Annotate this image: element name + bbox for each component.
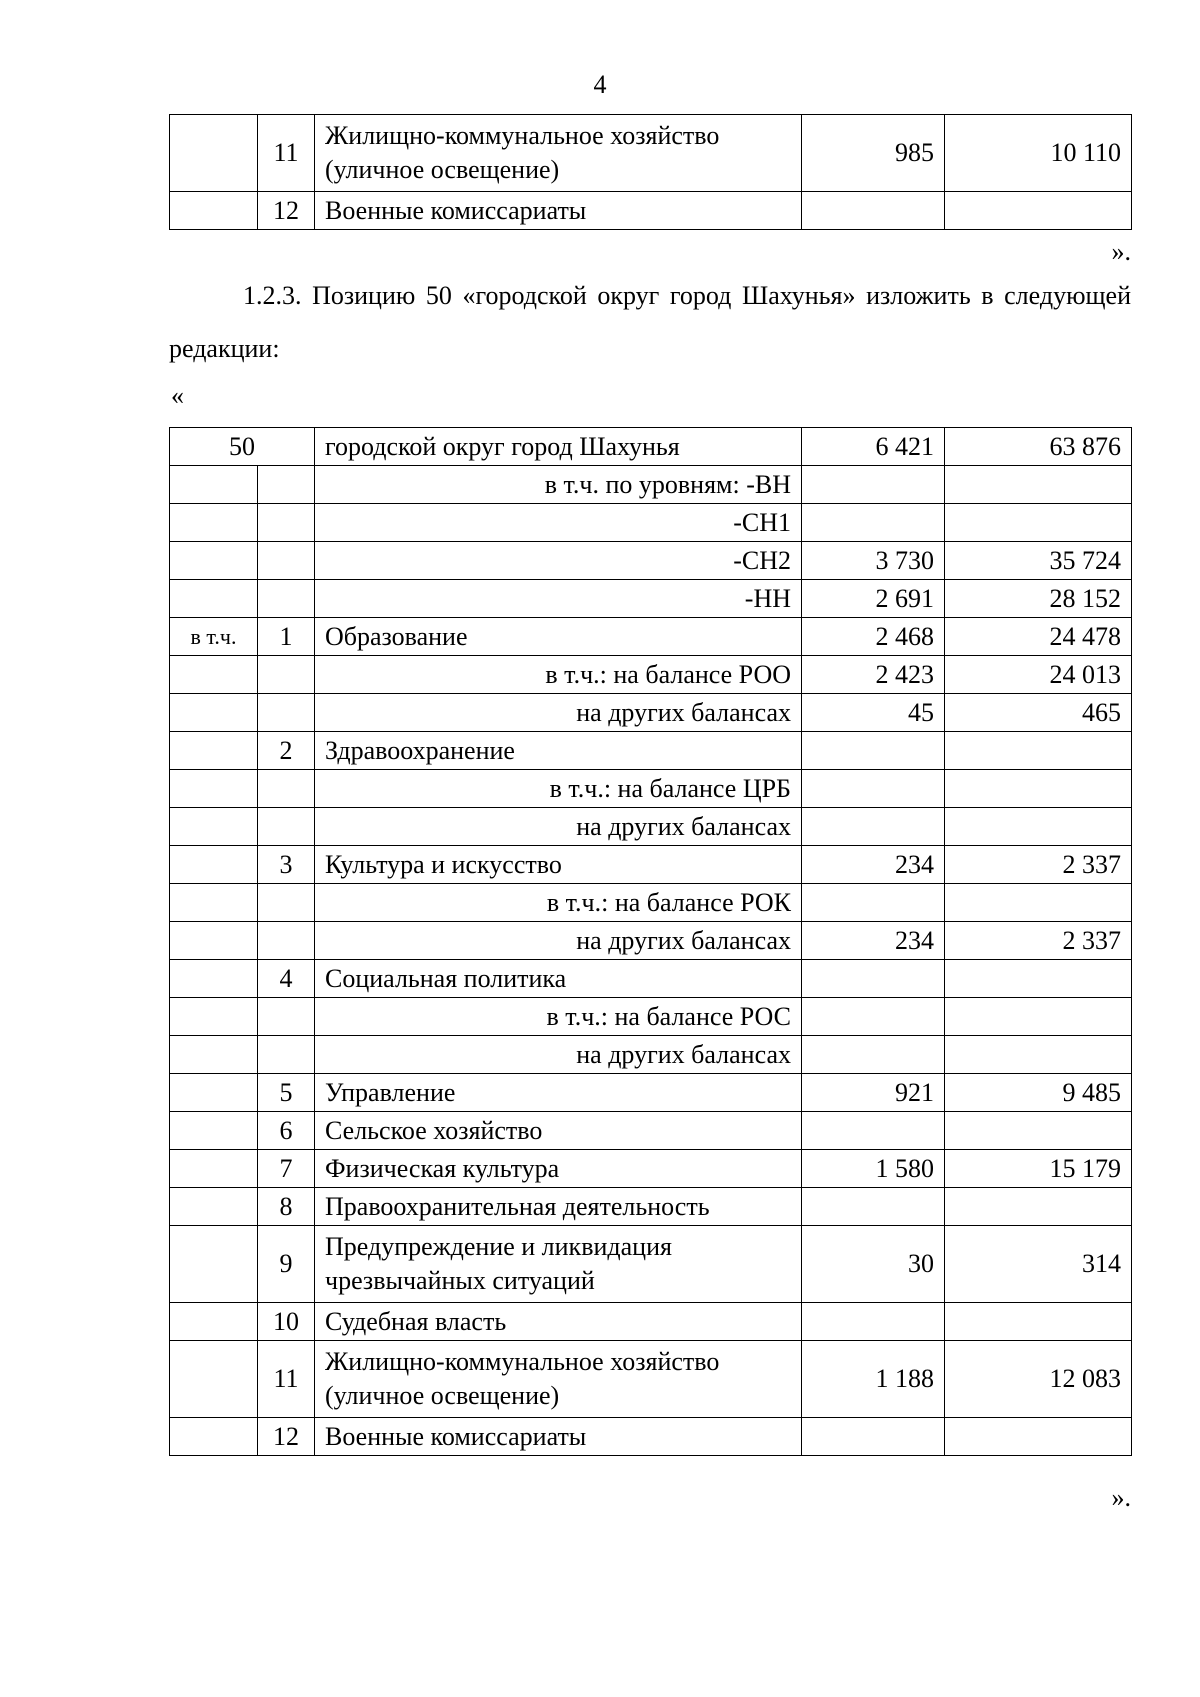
group-cell — [170, 1303, 258, 1341]
item-name-cell: в т.ч.: на балансе РОО — [315, 656, 802, 694]
value-1-cell: 2 691 — [802, 580, 945, 618]
table-row — [170, 618, 1132, 656]
value-1-cell — [802, 960, 945, 998]
group-cell — [170, 694, 258, 732]
value-1-cell — [802, 1418, 945, 1456]
value-2-cell: 28 152 — [945, 580, 1132, 618]
item-number-cell — [258, 884, 315, 922]
group-cell — [170, 192, 258, 230]
position-number-cell: 50 — [170, 428, 315, 466]
value-2-cell: 15 179 — [945, 1150, 1132, 1188]
value-2-cell — [945, 770, 1132, 808]
item-name-cell: Предупреждение и ликвидация чрезвычайных ситуаций — [315, 1226, 802, 1303]
group-cell — [170, 1150, 258, 1188]
item-number-cell — [258, 542, 315, 580]
item-number-cell: 6 — [258, 1112, 315, 1150]
item-number-cell: 12 — [258, 1418, 315, 1456]
table-row — [170, 656, 1132, 694]
table-row — [170, 580, 1132, 618]
table-row — [170, 998, 1132, 1036]
item-number-cell: 10 — [258, 1303, 315, 1341]
group-cell — [170, 884, 258, 922]
table-row — [170, 1150, 1132, 1188]
item-number-cell — [258, 770, 315, 808]
item-number-cell: 9 — [258, 1226, 315, 1303]
item-name-cell: Образование — [315, 618, 802, 656]
item-name-cell: -НН — [315, 580, 802, 618]
value-1-cell: 2 423 — [802, 656, 945, 694]
item-number-cell — [258, 922, 315, 960]
group-cell — [170, 115, 258, 192]
item-name-cell: Жилищно-коммунальное хозяйство (уличное освещение) — [315, 115, 802, 192]
municipality-name-cell: городской округ город Шахунья — [315, 428, 802, 466]
item-name-cell: -СН1 — [315, 504, 802, 542]
value-2-cell: 10 110 — [945, 115, 1132, 192]
value-1-cell — [802, 884, 945, 922]
item-number-cell — [258, 466, 315, 504]
value-2-cell — [945, 504, 1132, 542]
group-cell — [170, 542, 258, 580]
table-row — [170, 960, 1132, 998]
value-1-cell: 985 — [802, 115, 945, 192]
value-2-cell — [945, 884, 1132, 922]
value-1-cell: 45 — [802, 694, 945, 732]
item-number-cell: 11 — [258, 115, 315, 192]
value-1-cell: 1 580 — [802, 1150, 945, 1188]
value-2-cell — [945, 466, 1132, 504]
item-name-cell: Военные комиссариаты — [315, 192, 802, 230]
item-name-cell: в т.ч.: на балансе РОК — [315, 884, 802, 922]
table-row — [170, 1303, 1132, 1341]
item-number-cell — [258, 580, 315, 618]
table-row — [170, 808, 1132, 846]
item-number-cell: 2 — [258, 732, 315, 770]
group-cell — [170, 1036, 258, 1074]
table-row — [170, 770, 1132, 808]
item-name-cell: в т.ч.: на балансе ЦРБ — [315, 770, 802, 808]
value-1-cell: 2 468 — [802, 618, 945, 656]
value-2-cell — [945, 1303, 1132, 1341]
table-row — [170, 1188, 1132, 1226]
table-row — [170, 192, 1132, 230]
table-row — [170, 466, 1132, 504]
value-1-cell: 1 188 — [802, 1341, 945, 1418]
item-name-cell: в т.ч. по уровням: -ВН — [315, 466, 802, 504]
item-number-cell — [258, 656, 315, 694]
item-number-cell: 4 — [258, 960, 315, 998]
value-2-cell — [945, 1112, 1132, 1150]
table-row — [170, 1226, 1132, 1303]
value-2-cell: 63 876 — [945, 428, 1132, 466]
item-number-cell: 7 — [258, 1150, 315, 1188]
item-number-cell — [258, 1036, 315, 1074]
item-name-cell: Сельское хозяйство — [315, 1112, 802, 1150]
group-cell — [170, 504, 258, 542]
item-name-cell: Культура и искусство — [315, 846, 802, 884]
item-name-cell: Социальная политика — [315, 960, 802, 998]
item-number-cell: 8 — [258, 1188, 315, 1226]
item-number-cell — [258, 998, 315, 1036]
value-1-cell — [802, 808, 945, 846]
value-2-cell: 314 — [945, 1226, 1132, 1303]
table-row — [170, 1341, 1132, 1418]
table-row-header — [170, 428, 1132, 466]
table-row — [170, 504, 1132, 542]
item-name-cell: Военные комиссариаты — [315, 1418, 802, 1456]
item-name-cell: на других балансах — [315, 808, 802, 846]
value-2-cell — [945, 1418, 1132, 1456]
value-2-cell: 24 478 — [945, 618, 1132, 656]
table-row — [170, 1112, 1132, 1150]
position-50-table — [169, 427, 1132, 1456]
opening-quote: « — [171, 381, 184, 410]
closing-quote: ». — [1111, 1483, 1131, 1512]
amendment-paragraph — [169, 269, 1131, 375]
value-2-cell: 9 485 — [945, 1074, 1132, 1112]
item-number-cell: 3 — [258, 846, 315, 884]
item-name-cell: на других балансах — [315, 694, 802, 732]
value-2-cell: 12 083 — [945, 1341, 1132, 1418]
value-1-cell — [802, 770, 945, 808]
table-row — [170, 1074, 1132, 1112]
group-cell — [170, 808, 258, 846]
value-2-cell: 2 337 — [945, 846, 1132, 884]
item-name-cell: на других балансах — [315, 1036, 802, 1074]
value-2-cell — [945, 1188, 1132, 1226]
table-row — [170, 1036, 1132, 1074]
item-name-cell: Физическая культура — [315, 1150, 802, 1188]
value-1-cell — [802, 1188, 945, 1226]
table-row — [170, 542, 1132, 580]
value-1-cell — [802, 466, 945, 504]
value-1-cell: 30 — [802, 1226, 945, 1303]
group-cell — [170, 466, 258, 504]
group-cell — [170, 1112, 258, 1150]
value-2-cell: 24 013 — [945, 656, 1132, 694]
item-number-cell: 5 — [258, 1074, 315, 1112]
value-1-cell — [802, 504, 945, 542]
item-name-cell: -СН2 — [315, 542, 802, 580]
group-cell — [170, 1226, 258, 1303]
item-number-cell: 1 — [258, 618, 315, 656]
table-row — [170, 732, 1132, 770]
value-2-cell — [945, 998, 1132, 1036]
table-row — [170, 115, 1132, 192]
item-name-cell: Правоохранительная деятельность — [315, 1188, 802, 1226]
group-cell — [170, 770, 258, 808]
item-number-cell — [258, 694, 315, 732]
page-number: 4 — [593, 70, 607, 99]
item-name-cell: на других балансах — [315, 922, 802, 960]
value-1-cell — [802, 192, 945, 230]
value-1-cell: 234 — [802, 846, 945, 884]
value-2-cell — [945, 732, 1132, 770]
value-1-cell: 234 — [802, 922, 945, 960]
value-2-cell — [945, 960, 1132, 998]
value-2-cell: 2 337 — [945, 922, 1132, 960]
table-row — [170, 846, 1132, 884]
group-cell — [170, 1341, 258, 1418]
value-2-cell — [945, 808, 1132, 846]
position-50-table-body — [170, 428, 1132, 1456]
group-cell — [170, 998, 258, 1036]
group-cell — [170, 960, 258, 998]
table-row — [170, 694, 1132, 732]
amendment-paragraph-text: 1.2.3. Позицию 50 «городской округ город Шахунья» изложить в следующей редакции: — [169, 281, 1131, 363]
item-number-cell — [258, 504, 315, 542]
value-1-cell: 6 421 — [802, 428, 945, 466]
item-number-cell: 11 — [258, 1341, 315, 1418]
group-cell — [170, 1418, 258, 1456]
item-name-cell: Судебная власть — [315, 1303, 802, 1341]
item-name-cell: в т.ч.: на балансе РОС — [315, 998, 802, 1036]
value-2-cell: 465 — [945, 694, 1132, 732]
item-number-cell — [258, 808, 315, 846]
group-cell — [170, 922, 258, 960]
group-cell — [170, 656, 258, 694]
continued-table-body — [170, 115, 1132, 230]
table-row — [170, 922, 1132, 960]
group-cell — [170, 580, 258, 618]
value-1-cell: 3 730 — [802, 542, 945, 580]
group-cell: в т.ч. — [170, 618, 258, 656]
value-1-cell — [802, 998, 945, 1036]
group-cell — [170, 1074, 258, 1112]
item-name-cell: Здравоохранение — [315, 732, 802, 770]
continued-table — [169, 114, 1132, 230]
group-cell — [170, 732, 258, 770]
table-row — [170, 1418, 1132, 1456]
group-cell — [170, 846, 258, 884]
value-2-cell — [945, 1036, 1132, 1074]
value-1-cell — [802, 1303, 945, 1341]
value-1-cell — [802, 1112, 945, 1150]
value-1-cell — [802, 1036, 945, 1074]
item-name-cell: Управление — [315, 1074, 802, 1112]
value-1-cell — [802, 732, 945, 770]
group-cell — [170, 1188, 258, 1226]
closing-quote: ». — [1111, 237, 1131, 266]
item-number-cell: 12 — [258, 192, 315, 230]
value-1-cell: 921 — [802, 1074, 945, 1112]
value-2-cell: 35 724 — [945, 542, 1132, 580]
table-row — [170, 884, 1132, 922]
item-name-cell: Жилищно-коммунальное хозяйство (уличное освещение) — [315, 1341, 802, 1418]
value-2-cell — [945, 192, 1132, 230]
